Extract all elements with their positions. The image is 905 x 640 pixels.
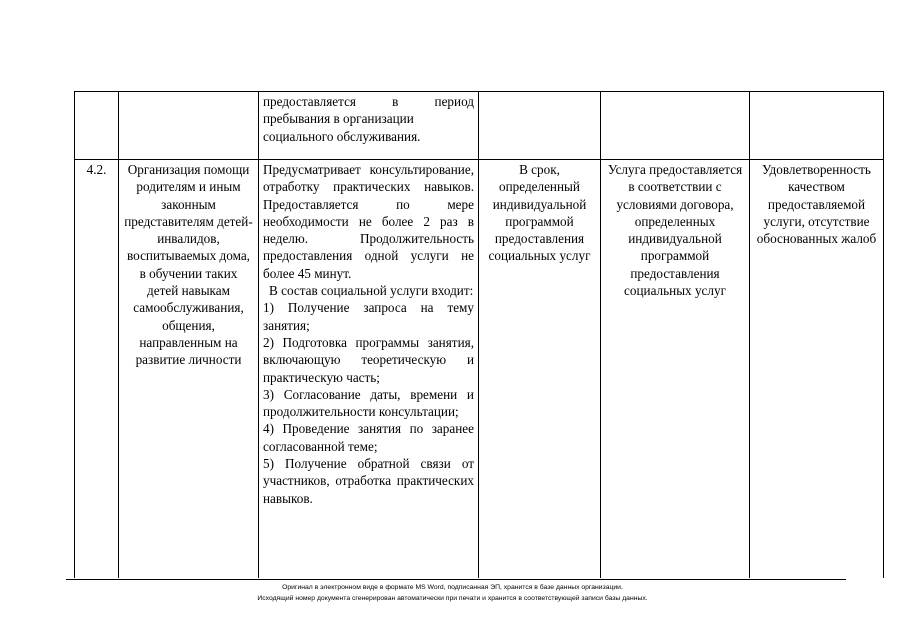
content-step-3: 3) Согласование даты, времени и продолжительности консультации; [263, 386, 474, 420]
content-intro: Предусматривает консультирование, отработку практических навыков. Предоставляется по мере необходимости не более 2 раз в неделю. Продолжительность предоставления одной услуги не более 45 минут. [263, 162, 474, 281]
service-number: 4.2. [75, 160, 119, 579]
service-content [259, 160, 479, 579]
cell-name-empty [119, 92, 259, 160]
table-row-service-4-2 [75, 160, 884, 579]
content-step-5: 5) Получение обратной связи от участников, отработка практических навыков. [263, 456, 474, 506]
content-step-1: 1) Получение запроса на тему занятия; [263, 300, 474, 333]
cell-number-empty [75, 92, 119, 160]
service-evaluation: Удовлетворенность качеством предоставляемой услуги, отсутствие обоснованных жалоб [750, 160, 884, 579]
cell-evaluation-empty [750, 92, 884, 160]
content-composition: В состав социальной услуги входит: [269, 283, 474, 299]
footer-note-number: Исходящий номер документа сгенерирован автоматически при печати и хранится в соответствующей записи базы данных. [257, 595, 648, 602]
footer-note-original: Оригинал в электронном виде в формате MS Word, подписанная ЭП, хранится в базе данных организации. [282, 584, 623, 591]
service-conditions: Услуга предоставляется в соответствии с условиями договора, определенных индивидуальной программой предоставления социальных услуг [601, 160, 750, 579]
cell-conditions-empty [601, 92, 750, 160]
cell-deadline-empty [479, 92, 601, 160]
services-table [74, 91, 884, 578]
continuation-line-2: социального обслуживания. [263, 128, 421, 144]
content-step-4: 4) Проведение занятия по заранее согласованной теме; [263, 421, 474, 454]
cell-content-continuation [259, 92, 479, 160]
content-step-2: 2) Подготовка программы занятия, включающую теоретическую и практическую часть; [263, 334, 474, 385]
table-row-continuation [75, 92, 884, 160]
footer-divider [66, 579, 846, 580]
service-deadline: В срок, определенный индивидуальной программой предоставления социальных услуг [479, 160, 601, 579]
continuation-line-1: предоставляется в период пребывания в организации [263, 94, 474, 127]
service-name: Организация помощи родителям и иным законным представителям детей-инвалидов, воспитываемых дома, в обучении таких детей навыкам самообслуживания, общения, направленным на развитие личности [119, 160, 259, 579]
